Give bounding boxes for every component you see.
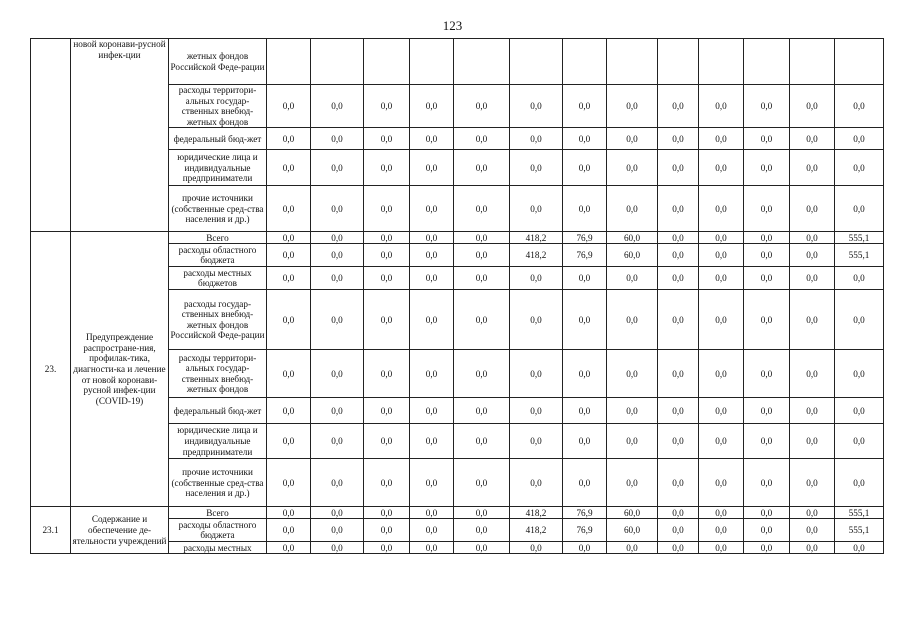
value-cell: 0,0 [364, 398, 410, 424]
value-cell: 0,0 [658, 424, 699, 459]
value-cell: 76,9 [563, 244, 607, 267]
value-cell: 0,0 [267, 232, 311, 244]
value-cell: 555,1 [835, 232, 884, 244]
value-cell: 0,0 [607, 128, 658, 150]
value-cell: 0,0 [744, 542, 790, 554]
value-cell: 0,0 [744, 150, 790, 186]
value-cell: 0,0 [658, 244, 699, 267]
value-cell: 0,0 [790, 244, 835, 267]
table-row [31, 39, 884, 85]
value-cell [410, 39, 454, 85]
value-cell: 0,0 [454, 424, 510, 459]
value-cell: 76,9 [563, 232, 607, 244]
value-cell: 0,0 [744, 232, 790, 244]
value-cell [607, 39, 658, 85]
value-cell: 0,0 [658, 232, 699, 244]
value-cell: 0,0 [267, 424, 311, 459]
value-cell: 0,0 [454, 459, 510, 507]
value-cell: 0,0 [699, 507, 744, 519]
value-cell: 0,0 [454, 128, 510, 150]
value-cell: 0,0 [454, 398, 510, 424]
value-cell: 0,0 [835, 459, 884, 507]
value-cell: 0,0 [699, 85, 744, 128]
value-cell: 0,0 [699, 398, 744, 424]
measure-name-cell: новой коронави-русной инфек-ции [71, 39, 169, 232]
value-cell: 0,0 [607, 350, 658, 398]
value-cell: 0,0 [744, 186, 790, 232]
value-cell: 76,9 [563, 507, 607, 519]
value-cell: 0,0 [790, 150, 835, 186]
value-cell: 0,0 [744, 244, 790, 267]
value-cell: 0,0 [563, 424, 607, 459]
value-cell: 0,0 [364, 85, 410, 128]
value-cell: 0,0 [563, 350, 607, 398]
value-cell: 0,0 [658, 290, 699, 350]
value-cell: 0,0 [267, 542, 311, 554]
value-cell: 0,0 [410, 267, 454, 290]
value-cell [454, 39, 510, 85]
value-cell: 0,0 [510, 290, 563, 350]
value-cell: 0,0 [790, 459, 835, 507]
value-cell: 0,0 [410, 232, 454, 244]
table-body [31, 39, 884, 554]
value-cell: 0,0 [510, 424, 563, 459]
value-cell: 0,0 [510, 542, 563, 554]
value-cell [658, 39, 699, 85]
value-cell: 0,0 [699, 424, 744, 459]
value-cell: 0,0 [744, 424, 790, 459]
value-cell: 0,0 [454, 267, 510, 290]
value-cell: 0,0 [364, 244, 410, 267]
value-cell: 0,0 [835, 424, 884, 459]
value-cell: 0,0 [510, 150, 563, 186]
value-cell: 0,0 [311, 244, 364, 267]
funding-source-cell: расходы государ-ственных внебюд-жетных фондов Российской Феде-рации [169, 290, 267, 350]
value-cell: 0,0 [267, 150, 311, 186]
value-cell: 0,0 [454, 85, 510, 128]
value-cell: 418,2 [510, 232, 563, 244]
value-cell: 0,0 [311, 542, 364, 554]
value-cell: 0,0 [410, 85, 454, 128]
value-cell: 0,0 [658, 267, 699, 290]
value-cell: 0,0 [267, 85, 311, 128]
value-cell: 0,0 [410, 519, 454, 542]
value-cell: 0,0 [410, 542, 454, 554]
funding-source-cell: расходы областного бюджета [169, 244, 267, 267]
value-cell: 0,0 [835, 128, 884, 150]
row-number-cell: 23. [31, 232, 71, 507]
value-cell: 0,0 [267, 290, 311, 350]
value-cell: 0,0 [607, 459, 658, 507]
value-cell: 0,0 [790, 290, 835, 350]
value-cell: 0,0 [744, 128, 790, 150]
value-cell: 0,0 [410, 186, 454, 232]
value-cell: 0,0 [699, 232, 744, 244]
value-cell: 0,0 [790, 424, 835, 459]
value-cell: 0,0 [311, 150, 364, 186]
value-cell: 0,0 [311, 519, 364, 542]
funding-source-cell: Всего [169, 507, 267, 519]
value-cell: 0,0 [311, 290, 364, 350]
value-cell: 555,1 [835, 507, 884, 519]
value-cell: 0,0 [364, 150, 410, 186]
value-cell: 0,0 [311, 128, 364, 150]
value-cell: 0,0 [311, 232, 364, 244]
value-cell: 0,0 [699, 244, 744, 267]
value-cell: 0,0 [454, 507, 510, 519]
funding-source-cell: федеральный бюд-жет [169, 128, 267, 150]
value-cell: 0,0 [454, 290, 510, 350]
value-cell: 0,0 [454, 244, 510, 267]
value-cell: 60,0 [607, 244, 658, 267]
value-cell: 0,0 [267, 459, 311, 507]
value-cell: 0,0 [699, 186, 744, 232]
value-cell: 0,0 [835, 350, 884, 398]
value-cell: 0,0 [267, 267, 311, 290]
funding-source-cell: Всего [169, 232, 267, 244]
value-cell: 0,0 [790, 128, 835, 150]
value-cell: 0,0 [454, 186, 510, 232]
value-cell: 0,0 [410, 150, 454, 186]
value-cell: 0,0 [364, 186, 410, 232]
funding-source-cell: расходы местных [169, 542, 267, 554]
value-cell: 0,0 [835, 290, 884, 350]
funding-source-cell: расходы территори-альных государ-ственных внебюд-жетных фондов [169, 85, 267, 128]
value-cell: 0,0 [607, 267, 658, 290]
value-cell: 0,0 [410, 128, 454, 150]
value-cell: 0,0 [364, 519, 410, 542]
value-cell: 0,0 [699, 350, 744, 398]
value-cell: 0,0 [364, 507, 410, 519]
value-cell: 0,0 [790, 507, 835, 519]
value-cell: 0,0 [510, 398, 563, 424]
value-cell: 0,0 [607, 85, 658, 128]
value-cell: 0,0 [410, 350, 454, 398]
value-cell: 418,2 [510, 519, 563, 542]
value-cell: 0,0 [699, 150, 744, 186]
value-cell: 0,0 [454, 232, 510, 244]
value-cell: 0,0 [267, 519, 311, 542]
value-cell: 0,0 [835, 186, 884, 232]
value-cell: 0,0 [410, 398, 454, 424]
value-cell: 0,0 [267, 398, 311, 424]
funding-source-cell: прочие источники (собственные сред-ства населения и др.) [169, 186, 267, 232]
value-cell: 0,0 [364, 232, 410, 244]
funding-source-cell: федеральный бюд-жет [169, 398, 267, 424]
value-cell: 0,0 [790, 186, 835, 232]
funding-source-cell: юридические лица и индивидуальные предприниматели [169, 150, 267, 186]
value-cell: 0,0 [658, 459, 699, 507]
value-cell: 0,0 [311, 350, 364, 398]
value-cell: 0,0 [454, 350, 510, 398]
value-cell [699, 39, 744, 85]
table-row [31, 232, 884, 244]
value-cell: 0,0 [699, 459, 744, 507]
value-cell: 0,0 [563, 150, 607, 186]
funding-source-cell: расходы местных бюджетов [169, 267, 267, 290]
table-row [31, 507, 884, 519]
value-cell: 0,0 [510, 85, 563, 128]
value-cell: 0,0 [454, 150, 510, 186]
value-cell: 0,0 [454, 542, 510, 554]
value-cell: 0,0 [744, 519, 790, 542]
value-cell: 418,2 [510, 244, 563, 267]
value-cell: 0,0 [563, 542, 607, 554]
value-cell: 60,0 [607, 232, 658, 244]
budget-table [30, 38, 884, 554]
value-cell: 0,0 [790, 542, 835, 554]
value-cell: 0,0 [364, 350, 410, 398]
value-cell: 0,0 [510, 186, 563, 232]
value-cell: 0,0 [790, 398, 835, 424]
value-cell: 0,0 [607, 150, 658, 186]
value-cell: 0,0 [267, 350, 311, 398]
value-cell: 0,0 [658, 507, 699, 519]
value-cell: 0,0 [744, 459, 790, 507]
value-cell: 0,0 [410, 244, 454, 267]
value-cell: 0,0 [607, 290, 658, 350]
value-cell: 0,0 [563, 186, 607, 232]
value-cell: 0,0 [744, 267, 790, 290]
value-cell: 0,0 [563, 85, 607, 128]
value-cell: 0,0 [790, 85, 835, 128]
value-cell: 0,0 [835, 150, 884, 186]
value-cell: 0,0 [311, 459, 364, 507]
value-cell: 0,0 [699, 519, 744, 542]
value-cell: 0,0 [835, 542, 884, 554]
value-cell: 0,0 [744, 507, 790, 519]
value-cell: 0,0 [658, 85, 699, 128]
value-cell: 60,0 [607, 519, 658, 542]
value-cell: 0,0 [510, 128, 563, 150]
value-cell: 0,0 [699, 290, 744, 350]
value-cell: 0,0 [311, 267, 364, 290]
funding-source-cell: расходы областного бюджета [169, 519, 267, 542]
value-cell: 60,0 [607, 507, 658, 519]
value-cell: 0,0 [510, 267, 563, 290]
value-cell: 0,0 [563, 398, 607, 424]
value-cell: 0,0 [658, 398, 699, 424]
value-cell: 0,0 [790, 350, 835, 398]
funding-source-cell: жетных фондов Российской Феде-рации [169, 39, 267, 85]
value-cell: 0,0 [311, 424, 364, 459]
value-cell: 0,0 [835, 398, 884, 424]
value-cell: 555,1 [835, 519, 884, 542]
value-cell: 0,0 [699, 128, 744, 150]
value-cell: 0,0 [790, 267, 835, 290]
value-cell: 0,0 [790, 232, 835, 244]
value-cell: 0,0 [658, 542, 699, 554]
value-cell: 0,0 [267, 507, 311, 519]
value-cell: 0,0 [699, 267, 744, 290]
value-cell: 0,0 [607, 424, 658, 459]
value-cell: 0,0 [364, 267, 410, 290]
value-cell: 0,0 [454, 519, 510, 542]
value-cell: 0,0 [364, 542, 410, 554]
row-number-cell: 23.1 [31, 507, 71, 554]
value-cell: 0,0 [410, 424, 454, 459]
value-cell: 0,0 [267, 186, 311, 232]
value-cell: 0,0 [563, 128, 607, 150]
value-cell: 0,0 [364, 290, 410, 350]
value-cell: 0,0 [267, 244, 311, 267]
value-cell: 418,2 [510, 507, 563, 519]
value-cell: 0,0 [563, 267, 607, 290]
value-cell: 0,0 [510, 459, 563, 507]
value-cell: 0,0 [267, 128, 311, 150]
value-cell: 0,0 [410, 290, 454, 350]
value-cell: 0,0 [658, 128, 699, 150]
funding-source-cell: юридические лица и индивидуальные предприниматели [169, 424, 267, 459]
value-cell [790, 39, 835, 85]
value-cell: 0,0 [658, 519, 699, 542]
value-cell [364, 39, 410, 85]
value-cell: 0,0 [510, 350, 563, 398]
value-cell: 0,0 [410, 507, 454, 519]
value-cell: 555,1 [835, 244, 884, 267]
value-cell: 0,0 [835, 267, 884, 290]
value-cell: 0,0 [658, 350, 699, 398]
funding-source-cell: расходы территори-альных государ-ственных внебюд-жетных фондов [169, 350, 267, 398]
value-cell: 0,0 [364, 459, 410, 507]
value-cell: 0,0 [699, 542, 744, 554]
value-cell: 0,0 [563, 290, 607, 350]
value-cell [744, 39, 790, 85]
value-cell: 0,0 [311, 398, 364, 424]
value-cell: 0,0 [658, 186, 699, 232]
value-cell: 0,0 [744, 350, 790, 398]
value-cell [311, 39, 364, 85]
value-cell: 0,0 [790, 519, 835, 542]
value-cell [510, 39, 563, 85]
value-cell: 0,0 [311, 507, 364, 519]
value-cell: 0,0 [744, 85, 790, 128]
funding-source-cell: прочие источники (собственные сред-ства населения и др.) [169, 459, 267, 507]
value-cell: 0,0 [607, 542, 658, 554]
value-cell: 0,0 [410, 459, 454, 507]
value-cell [563, 39, 607, 85]
value-cell: 0,0 [744, 398, 790, 424]
value-cell: 0,0 [563, 459, 607, 507]
value-cell: 0,0 [744, 290, 790, 350]
value-cell: 0,0 [658, 150, 699, 186]
measure-name-cell: Предупреждение распростране-ния, профилак-тика, диагности-ка и лечение от новой коронави-русной инфек-ции (COVID-19) [71, 232, 169, 507]
value-cell: 0,0 [607, 186, 658, 232]
value-cell: 0,0 [364, 424, 410, 459]
row-number-cell [31, 39, 71, 232]
measure-name-cell: Содержание и обеспечение де-ятельности учреждений [71, 507, 169, 554]
value-cell: 0,0 [607, 398, 658, 424]
value-cell [267, 39, 311, 85]
value-cell: 0,0 [364, 128, 410, 150]
value-cell: 0,0 [311, 186, 364, 232]
value-cell: 76,9 [563, 519, 607, 542]
value-cell [835, 39, 884, 85]
value-cell: 0,0 [835, 85, 884, 128]
value-cell: 0,0 [311, 85, 364, 128]
page-number: 123 [442, 18, 463, 33]
